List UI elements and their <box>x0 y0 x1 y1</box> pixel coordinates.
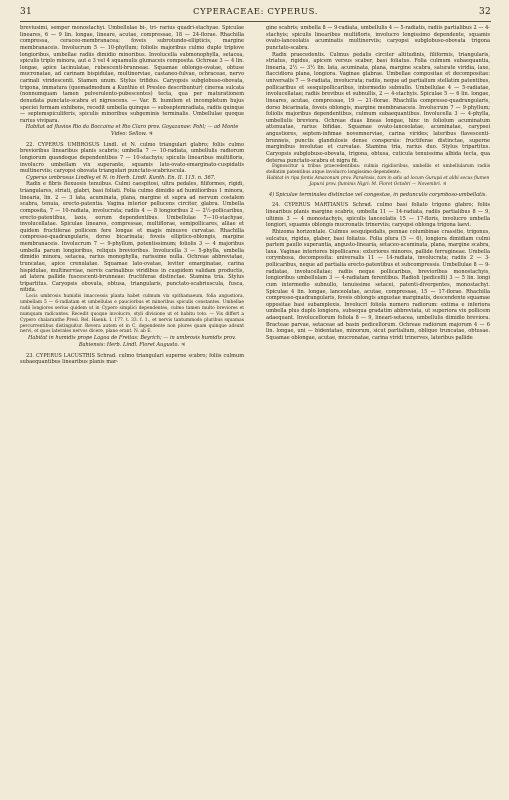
page-number-left: 31 <box>20 7 33 17</box>
right-column-paragraph-5: 4) Spiculae terminales distinctae vel congestae, in pedunculis corymboso-umbellatis. <box>268 191 487 198</box>
running-header <box>20 7 491 19</box>
right-column <box>266 25 490 795</box>
right-column-paragraph-4: Habitat in ripa fontis Amazonum prov. Paraënsis, tum in adis ad locum Gurupá et alibi secus flumen Japurá prov. fluminis Nigri: M. Floret Octobri — Novembri. ♃ <box>266 175 490 187</box>
left-column-paragraph-4: Cyperus umbrosus Lindley et N. in Herb. Lindl. Kunth. En. II. 115. n. 367. <box>26 174 216 181</box>
running-title: CYPERACEAE: CYPERUS. <box>192 7 319 17</box>
right-column-paragraph-2: Radix praecedentis. Culmus pedalis circiter altitudinis, filiformis, triangularis, striatus, rigidus, apicem versus scaber, basi foliatus. Folia culmum subaequantia, linearia, 2½ — 3½ lin. lata, acuminata, plana, margine scabra, saturate viridia, laxe, flaccidiora plana, longiora. Vaginae glabrae. Umbellae compositae et decompositae: universalis 7 — 9-radiata, involucrata; radiis, neque ad partialium stellatim patentibus, pollicaribus et sesquipollicaribus, intermedio subnullo. Umbellulae 4 — 5-radiatae, involucellatae; radiis brevibus et subnullis, 2 — 4-stachyis. Spiculae 5 — 6 lin. longae, lineares, acutae, compressae, 19 — 21-florae. Rhachilla compresso-quadrangularis, dorso bicarinata, foveis oblongis, margine membranaceis. Involucrum 7 — 9-phyllum; foliolis majoribus dependentibus, culmum subaequantibus. Involucella 3 — 4-phylla, umbellulis breviora. Ochreae duas lineas longae, hinc in foliolum acuminatum attenuatae, rarius bifidae. Squamae ovato-lanceolatae, acuminatae, carypsei angustiores, septem-infimae novemnerviae, carina virides; lateribus flavescenti-brunneis, punctis glandulosis dense conspersis: fructiferae distinctae, superne marginibus involutae et curvatae. Stamina tria, rarius duo. Stylus tripartitus. Caryopsis subglobuso-obovata, trigona, obtusa, cuticula tenuissima albida tecta, qua detersa punctato-scabra et nigra fit. <box>266 51 490 164</box>
left-column <box>20 25 244 795</box>
left-column-paragraph-1: breviusimi, semper monostachyi. Umbellulae bi-, tri- rarius quadri-stachyae. Spiculae lineares, 6 — 9 lin. longae, lineare, acutae, compressae, 18 — 24-florae. Rhachilla compressa, ceraceo-membranacea; foveis subrotundo-ellipticis, margine membranaceis. Involucrum 5 — 10-phyllum; foliolis majoribus culmo duplo triplove longioribus, umbellae radiis dimidio minoribus. Involucella submonophylla, setacea, spiculis triplo minora, aut e 3 vel 4 squamulis glumaceis composita. Ochreae 3 — 4 lin. longae, apice lacinulatae, rubescenti-brunneae. Squamae oblongo-ovatae, obtuse mucronatae, ad carinam bispidulae, multinerviae, castaneo-fulvae, ochraceae, nervo carinali viridescenti. Stamen unum. Stylus trifidus. Caryopsis subglobuso-obovata, trigona, immatura (quemadmodum a Kunthio et Presleo describuntur) cinerea sulcata (nonnumquam tamen pulverulento-pubescentes) tecta, qua per maturationem denudata punctato-scabra et nigrescens. — Var. B. humilem et incompletum hujus speciei formam exhibens, recedit umbella quinque — subseptemradiata, radiis quinque — septemspiculiferis, spiculis minoribus subgeminis terminalis. Umbellulae quoque rarius vivipara. <box>20 25 244 124</box>
left-column-paragraph-8: 23. CYPERUS LACUSTRIS Schrad. culmo triangulari superne scabro; foliis culmum subaequantibus linearibus planis mar- <box>20 352 244 366</box>
page-number-right: 32 <box>478 7 491 17</box>
right-column-paragraph-7: Rhizoma horizontale. Culmus sesquipedalis, pennae columbinae crassitie, trigonus, sulcatus, rigidus, glaber, basi foliatus. Folia plura (5 — 6), longiora dimidiam culmi partem paullo superantia, angusto-linearia, setaceo-acuminata, plana, margine scabra, laxa. Vaginae interiores bipollicares: exteriores minores, pallide ferrugineae. Umbella corymbosa, decomposita: universalis 11 — 14-radiata, involucrata; radiis 2 — 3-pollicaribus, neque ad partialia erecto-patentibus et subcompressis. Umbellulae 8 — 9-radiatae, involucellatae; radiis neque pollicaribus, brevioribus monostachyis, longioribus umbellulam 3 — 4-radiatam ferentibus. Radioli (pedicelli) 3 — 5 lin. longi cum intermedio subnullo, tenuissime setacei, patenti-divergentes, monostachyi. Spiculae 4 lin. longae, lanceolatae, acutae, compressae, 15 — 17-florae. Rhachilla compresso-quadrangularis, foveis oblongis angustae marginatis, descendente squamae oppositae basi subamplexis. Involucri foliola numero radiorum: extima e inferiora umbella plus duplo longiora, subsequa gradatim abbreviata, ut superiora vix pollicem adaequant. Involucellorum foliola 8 — 9, lineari-setacea, umbellulis dimidio breviora. Bracteae parvae, setaceae ad basin pedicellorum. Ochreae radiorum majorum 4 — 6 lin. longae, uni — bidentatae, minorum, sicut partialium, oblique truncatae, obtusae. Squamae oblongae, acutae, mucronatae, carina viridi trinerves, lateribus pallide <box>266 228 490 341</box>
header-rule <box>20 21 491 22</box>
right-column-paragraph-6: 24. CYPERUS MARTIANUS Schrad. culmo basi foliato trigono glabro; foliis linearibus planis margine scabris, umbella 11 — 14-radiata, radiis partialibus 8 — 9, ultimis 3 — 4 monostachyis, spiculis lanceolatis 15 — 17-floris, involucro umbella longiori, squamis oblongis mucronatis trinerviis; caryopsi oblonga trigona laevi. <box>266 202 490 229</box>
left-column-paragraph-7: Habitat in humidis prope Lagoa de Freitas: Beyrich; — in umbrosis humidis prov. Bahiensis: Herb. Lindl. Floret Augusto. ♃ <box>27 335 237 348</box>
right-column-paragraph-3: Dignoscitur a tribus praecedentibus: culmis rigidioribus, umbellis et umbellularum radiis stellatim patentibus atque involucro longissimo dependente. <box>266 164 490 176</box>
left-column-paragraph-5: Radix e fibris flexuosis tenuibus. Culmi caespitosi, ultra pedales, filiformes, rigidi, triangulares, striati, glabri, basi foliati. Folia culmo dimidio ad humilioribus 1 minora, linearia, lin. 2 — 3 lata, acuminata, plana, margine et supra ad nervum costalem scabra, tenuia, erecto-patentia. Vagina interior pellucens circiter, glabra. Umbella composita, 7 — 10-radiata, involucrata; radiis 4 — 8 longioribus 2 — 2½-pollicaribus, erecto-patentibus, laxis, eorum dependentibus. Umbellulae 7—10-stachyae, involucellatae. Spiculae lineares, compressae, multiflorae, semipollicares, alliae et quidem fructiferae pollicem fere longae et magis minusve curvatae. Rhachilla compresso-quadrangularis, dorso bicarinata; foveis elliptico-oblongis, margine membranaceis. Involucrum 7 — 9-phyllum, potentissimum; foliolis 3 — 4 majoribus umbella parum longioribus, reliquis brevioribus. Involucella 3 — 5-phylla, umbella dimidio minora, setacea, rarius monophylla, rarissime nulla. Ochreae abbreviatae, truncatae, apice crenulatae. Squamae lato-ovatae, leviter emarginatae, carina hispidulae, multinerviae, nervis carinalibus viridibus in cuspidem validam productis, ad latera pallide fuscescenti-brunneae: fructiferae distinctae. Stamina tria. Stylus tripartitus. Caryopsis obovata, obtusa, triangularis, punctato-scabriuscula, fusca, nitida. <box>20 181 244 294</box>
right-column-paragraph-1: gine scabris; umbella 8 — 9-radiata, umbellulis 4 — 5-radiatis, radiis partialibus 2 — 4-stachyis; spiculis linearibus multifloris, involucro longissimo dependente, squamis ovato-lanceolatis acuminatis multinerviis; caryopsi subglobuso-obovata trigona punctato-scabra. <box>266 25 490 51</box>
left-column-paragraph-3: 22. CYPERUS UMBROSUS Lindl. et N. culmo triangulari glabro; foliis culmo brevioribus linearibus planis scabris; umbella 7 — 10-radiata, umbellulis radiorum longiorum quandoque dependentibus 7 — 10-stachyis; spiculis linearibus multifloris, involucro umbellam vix superante, squamis lato-ovato-emarginato-cuspidatis multinerviis; caryopsi obovata triangulari punctato-scabriuscula. <box>20 141 244 175</box>
left-column-paragraph-2: Habitat ad fluvios Rio da Boccaina et Rio Claro prov. Goyazanae: Pohl; — ad Monte Video: Sellow. ♃ <box>25 124 239 137</box>
left-column-paragraph-6: Locis umbrosis humidis imaccessis planta habet culmum vix spithamaeum, folia angustiora, umbellam 5 — 6-radiatam et umbellulas e pauciorbus et minoribus spiculis constantes. Umbellae radii longiores serius quidem ut in Cypero simplici dependentes, culmo tamen multo breviores et numquam radicantes. Recedit quoque involucro, styli divisione ut et habitu toto. — Vix differt a Cypero chalaranthe Presl. Rel. Haenk. I. 177. t. 33. f. 1., et nervis tantummodo pluribus squamas percurrentibus distinguitur. Revera autem et in C. dependente non plures quam quinque adsunt nervi, et quos laterales nervos dicere, plane erant. N. ab E. <box>20 294 244 335</box>
